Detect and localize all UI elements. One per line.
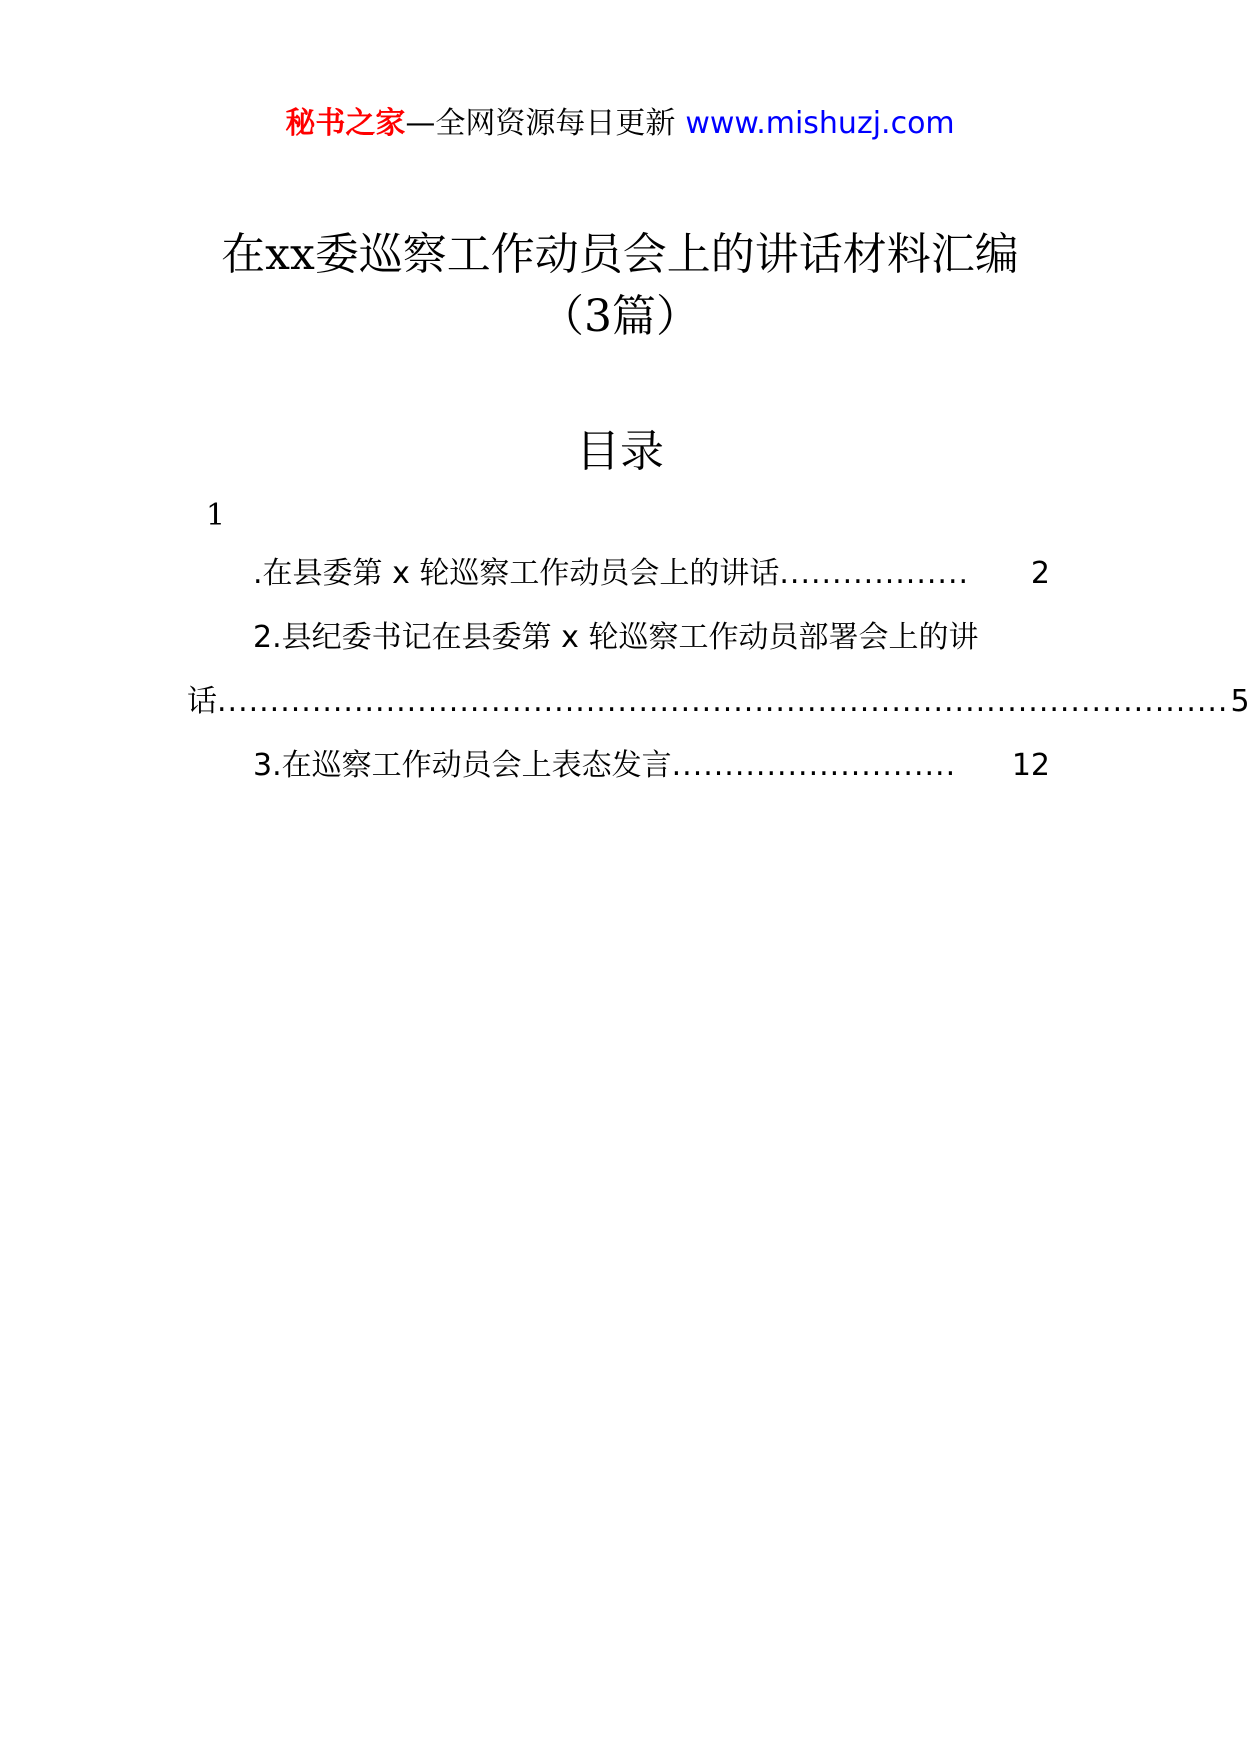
toc-stray-number: 1 bbox=[206, 498, 226, 533]
toc-entry-label: .在县委第 x 轮巡察工作动员会上的讲话 bbox=[253, 556, 780, 591]
brand-name: 秘书之家 bbox=[285, 106, 406, 141]
toc-entry-label: 2.县纪委书记在县委第 x 轮巡察工作动员部署会上的讲 bbox=[253, 620, 979, 655]
title-count: 3 bbox=[584, 291, 612, 342]
site-tagline: —全网资源每日更新 bbox=[405, 106, 676, 141]
site-header bbox=[0, 100, 1240, 148]
toc-page-number: 12 bbox=[1011, 748, 1050, 783]
title-count-rest: 篇） bbox=[612, 291, 700, 342]
title-prefix: 在 bbox=[221, 229, 266, 280]
toc-dot-leader: ........................... bbox=[671, 748, 957, 783]
document-title bbox=[160, 224, 1080, 348]
site-url-link[interactable]: www.mishuzj.com bbox=[685, 106, 955, 141]
toc-dot-leader: ................................................................................................ bbox=[217, 684, 1229, 719]
toc-entry-label-continuation: 话 bbox=[187, 684, 217, 719]
toc-entry-2[interactable] bbox=[187, 616, 1050, 660]
toc-entry-1[interactable] bbox=[187, 552, 1050, 596]
toc-heading: 目录 bbox=[576, 426, 664, 477]
title-paren-open: （ bbox=[540, 291, 584, 342]
title-suffix: 委巡察工作动员会上的讲话材料汇编 bbox=[314, 229, 1019, 280]
toc-page-number: 5 bbox=[1230, 684, 1250, 719]
toc-page-number: 2 bbox=[1030, 556, 1050, 591]
toc-dot-leader: .................. bbox=[779, 556, 970, 591]
title-placeholder-xx: xx bbox=[265, 229, 315, 280]
toc-entry-3[interactable] bbox=[187, 744, 1050, 788]
toc-entry-label: 3.在巡察工作动员会上表态发言 bbox=[253, 748, 672, 783]
toc-entry-2-continuation[interactable] bbox=[187, 680, 1250, 724]
